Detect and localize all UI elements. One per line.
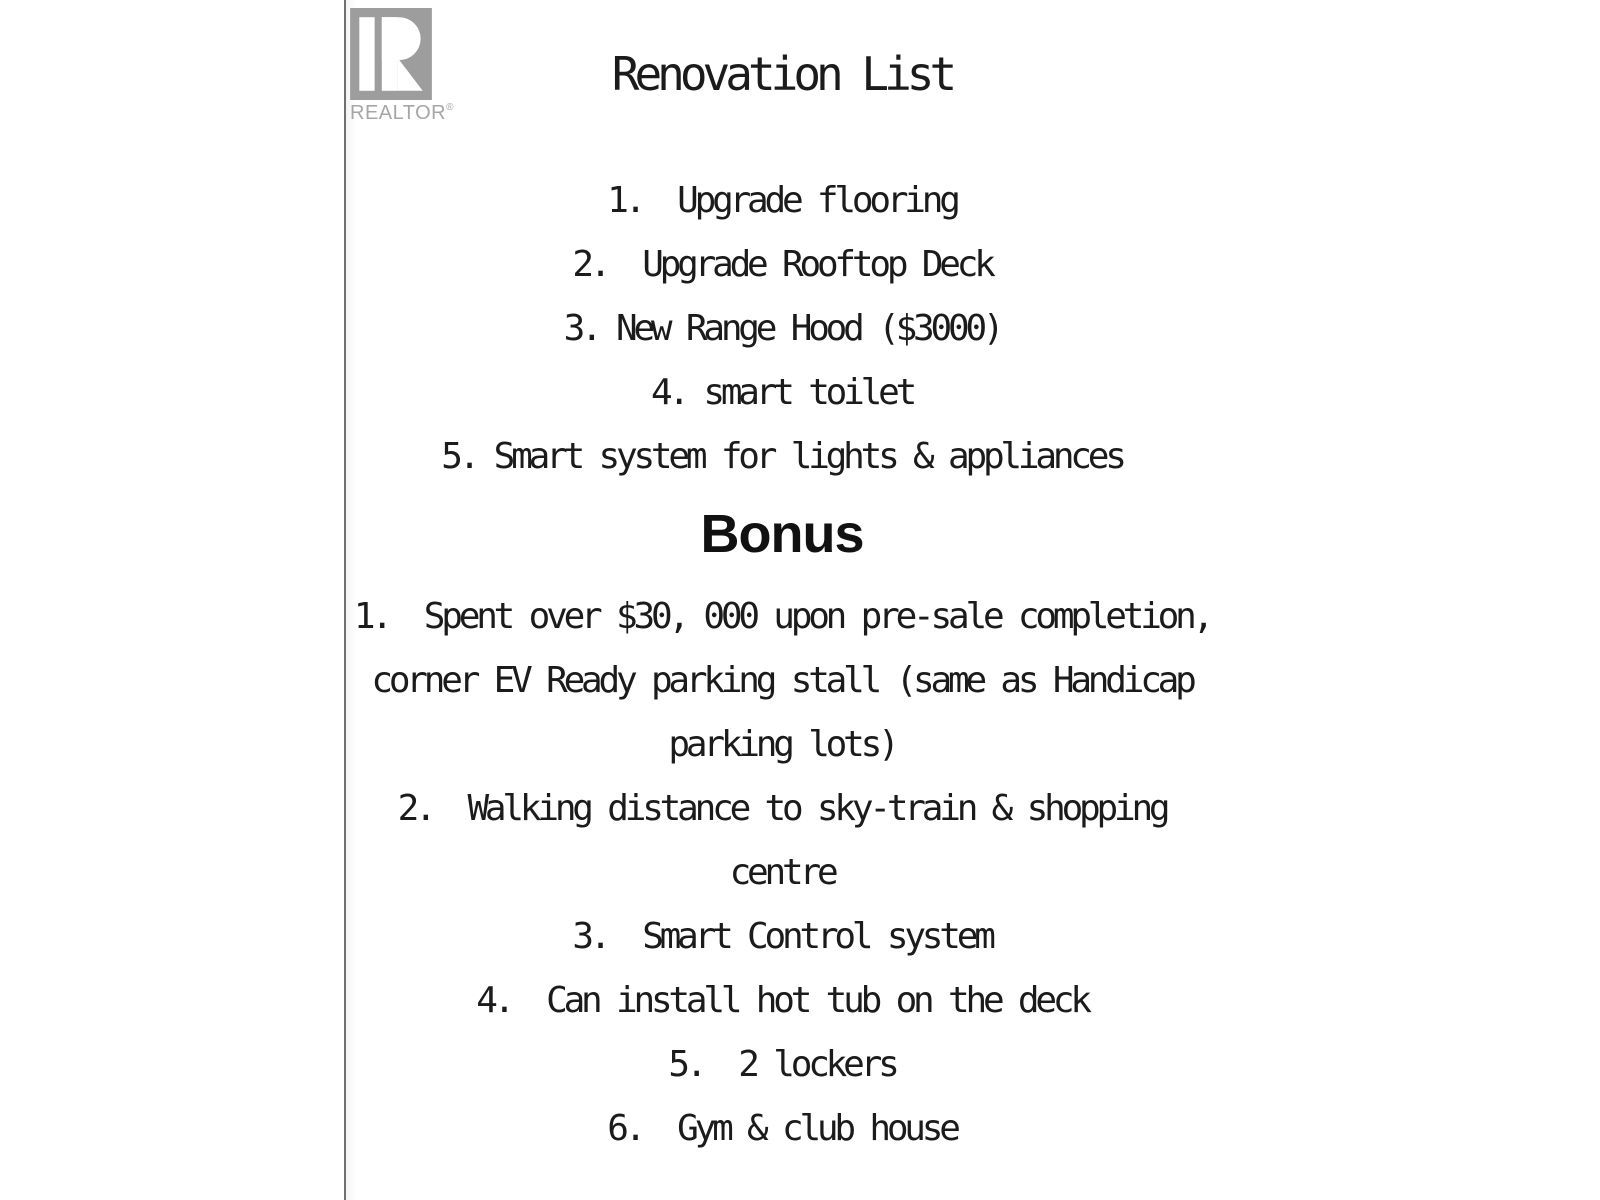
bonus-item-line: 4. Can install hot tub on the deck <box>476 980 1088 1021</box>
bonus-item-line: 6. Gym & club house <box>607 1108 957 1149</box>
renovation-item: 3. New Range Hood ($3000) <box>563 308 1001 349</box>
registered-trademark-symbol: ® <box>446 102 454 113</box>
realtor-wordmark-text: REALTOR <box>350 102 447 124</box>
bonus-item-line: 2. Walking distance to sky-train & shopping <box>397 788 1167 829</box>
document-content <box>345 0 1219 1200</box>
bonus-item-line: parking lots) <box>668 724 896 765</box>
renovation-item: 5. Smart system for lights & appliances <box>441 436 1123 477</box>
renovation-list <box>345 169 1219 489</box>
bonus-item-line: 3. Smart Control system <box>572 916 992 957</box>
bonus-item-line: 5. 2 lockers <box>668 1044 896 1085</box>
bonus-list <box>345 585 1219 1161</box>
bonus-item-line: centre <box>729 852 835 893</box>
bonus-item-line: corner EV Ready parking stall (same as Handicap <box>371 660 1193 701</box>
renovation-item: 2. Upgrade Rooftop Deck <box>572 244 992 285</box>
bonus-heading: Bonus <box>700 504 864 564</box>
bonus-item-line: 1. Spent over $30, 000 upon pre-sale completion, <box>353 596 1211 637</box>
renovation-item: 4. smart toilet <box>650 372 914 413</box>
page-title: Renovation List <box>611 47 953 101</box>
renovation-item: 1. Upgrade flooring <box>607 180 957 221</box>
